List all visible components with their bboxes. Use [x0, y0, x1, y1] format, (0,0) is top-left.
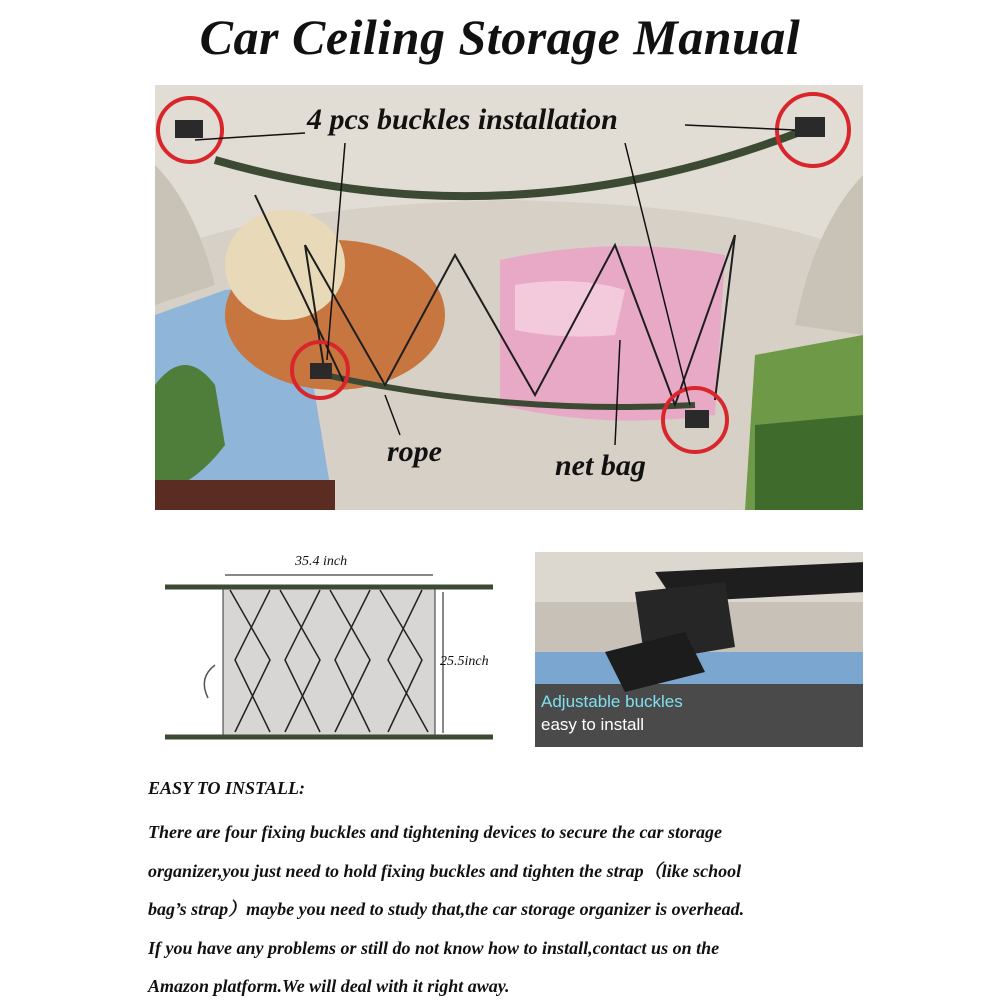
buckle-caption-subtitle: easy to install — [541, 715, 644, 734]
buckle-caption-title: Adjustable buckles — [541, 692, 683, 711]
dimension-diagram — [160, 550, 505, 750]
buckle-closeup-photo — [535, 552, 863, 747]
page-title: Car Ceiling Storage Manual — [199, 9, 801, 65]
net-bag-label: net bag — [555, 449, 646, 482]
buckles-label: 4 pcs buckles installation — [307, 103, 618, 136]
height-dimension: 25.5inch — [440, 654, 489, 669]
width-dimension: 35.4 inch — [295, 554, 348, 569]
net-dimension-drawing — [160, 550, 505, 750]
car-ceiling-illustration — [155, 85, 863, 510]
instructions-line: Amazon platform.We will deal with it right away. — [148, 976, 510, 996]
instructions — [148, 775, 908, 1000]
instructions-line: There are four fixing buckles and tightening devices to secure the car storage — [148, 822, 722, 842]
installation-photo — [155, 85, 863, 510]
instructions-line: organizer,you just need to hold fixing buckles and tighten the strap（like school — [148, 860, 742, 881]
instructions-line: If you have any problems or still do not know how to install,contact us on the — [148, 937, 720, 958]
rope-label: rope — [387, 435, 442, 468]
instructions-line: bag’s strap）maybe you need to study that,the car storage organizer is overhead. — [148, 899, 745, 919]
instructions-heading: EASY TO INSTALL: — [148, 778, 306, 798]
